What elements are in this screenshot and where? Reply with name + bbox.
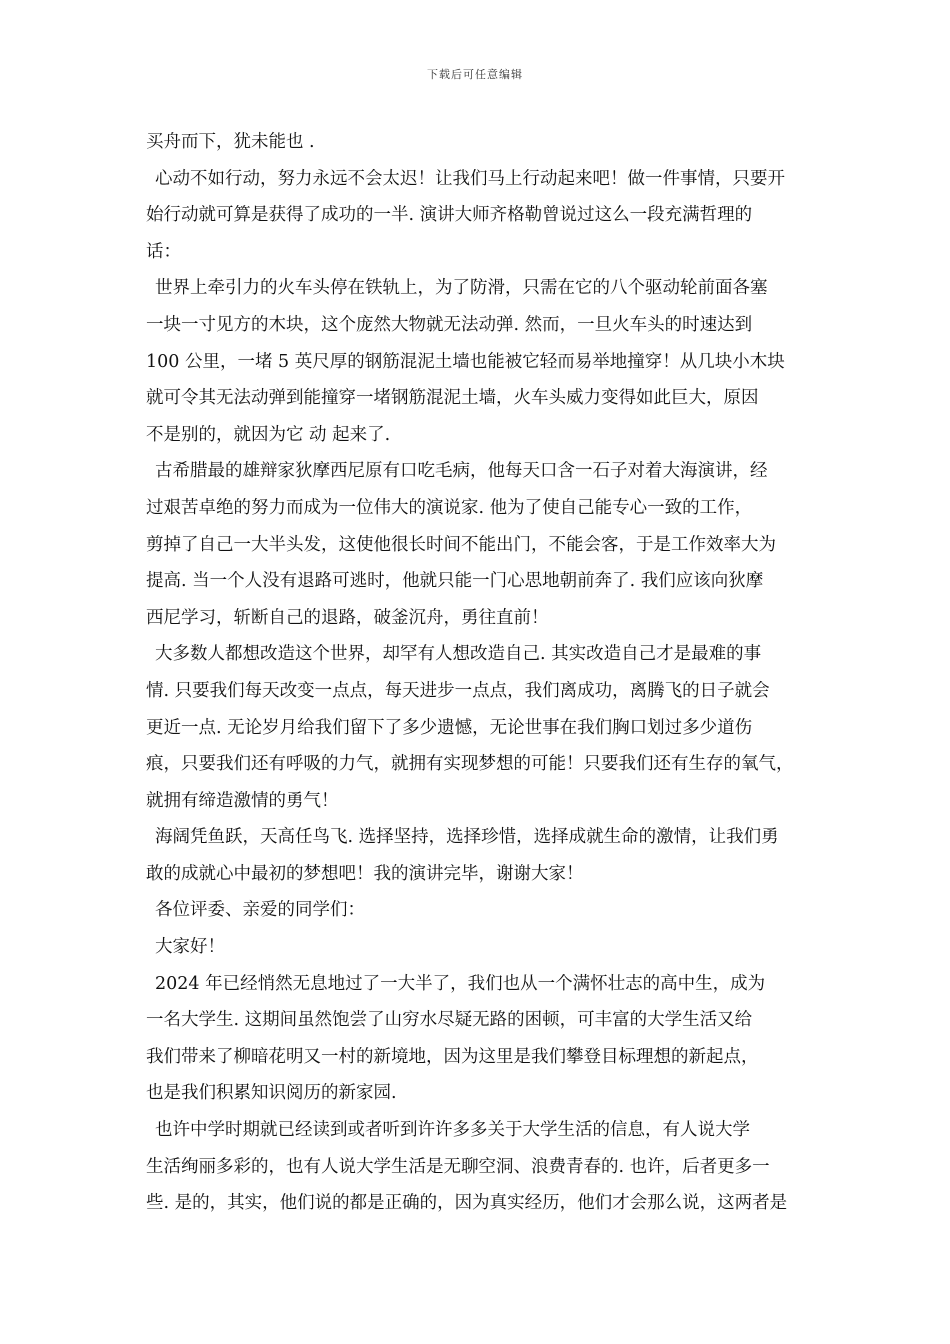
text-line: 剪掉了自己一大半头发，这使他很长时间不能出门，不能会客，于是工作效率大为 (146, 534, 776, 555)
text-line: 情. 只要我们每天改变一点点，每天进步一点点，我们离成功，离腾飞的日子就会 (146, 680, 770, 701)
text-line: 也许中学时期就已经读到或者听到许许多多关于大学生活的信息，有人说大学 (155, 1120, 750, 1141)
text-line: 一名大学生. 这期间虽然饱尝了山穷水尽疑无路的困顿，可丰富的大学生活又给 (146, 1010, 753, 1031)
document-body (146, 124, 812, 1222)
text-line: 买舟而下，犹未能也 . (146, 132, 315, 152)
text-line: 些. 是的，其实，他们说的都是正确的，因为真实经历，他们才会那么说，这两者是 (146, 1193, 788, 1214)
text-line: 不是别的，就因为它 动 起来了. (146, 424, 391, 445)
text-line: 我们带来了柳暗花明又一村的新境地，因为这里是我们攀登目标理想的新起点， (146, 1046, 759, 1067)
text-line: 过艰苦卓绝的努力而成为一位伟大的演说家. 他为了使自己能专心一致的工作， (146, 497, 753, 518)
text-line: 就拥有缔造激情的勇气！ (146, 790, 339, 811)
text-line: 敢的成就心中最初的梦想吧！我的演讲完毕，谢谢大家！ (146, 863, 584, 884)
text-line: 各位评委、亲爱的同学们： (155, 900, 365, 921)
text-line: 提高. 当一个人没有退路可逃时，他就只能一门心思地朝前奔了. 我们应该向狄摩 (146, 571, 764, 592)
text-line: 始行动就可算是获得了成功的一半. 演讲大师齐格勒曾说过这么一段充满哲理的 (146, 205, 753, 226)
text-line: 痕，只要我们还有呼吸的力气，就拥有实现梦想的可能！只要我们还有生存的氧气， (146, 754, 794, 775)
page-header: 下载后可任意编辑 (427, 68, 523, 81)
text-line: 就可令其无法动弹到能撞穿一堵钢筋混泥土墙，火车头威力变得如此巨大，原因 (146, 388, 759, 409)
text-line: 100 公里，一堵 5 英尺厚的钢筋混泥土墙也能被它轻而易举地撞穿！从几块小木块 (146, 351, 785, 372)
text-line: 西尼学习，斩断自己的退路，破釜沉舟，勇往直前！ (146, 607, 549, 628)
text-line: 一块一寸见方的木块，这个庞然大物就无法动弹. 然而，一旦火车头的时速达到 (146, 314, 753, 335)
text-line: 大多数人都想改造这个世界，却罕有人想改造自己. 其实改造自己才是最难的事 (155, 644, 762, 665)
text-line: 海阔凭鱼跃，天高任鸟飞. 选择坚持，选择珍惜，选择成就生命的激情，让我们勇 (155, 827, 779, 848)
text-line: 话： (146, 241, 181, 262)
text-line: 大家好！ (155, 937, 225, 958)
text-line: 古希腊最的雄辩家狄摩西尼原有口吃毛病，他每天口含一石子对着大海演讲，经 (155, 461, 768, 482)
text-line: 生活绚丽多彩的，也有人说大学生活是无聊空洞、浪费青春的. 也许，后者更多一 (146, 1156, 770, 1177)
text-line: 世界上牵引力的火车头停在铁轨上，为了防滑，只需在它的八个驱动轮前面各塞 (155, 278, 768, 299)
text-line: 心动不如行动，努力永远不会太迟！让我们马上行动起来吧！做一件事情，只要开 (155, 168, 785, 189)
text-line: 2024 年已经悄然无息地过了一大半了，我们也从一个满怀壮志的高中生，成为 (155, 973, 766, 994)
text-line: 也是我们积累知识阅历的新家园. (146, 1083, 397, 1104)
text-line: 更近一点. 无论岁月给我们留下了多少遗憾，无论世事在我们胸口划过多少道伤 (146, 717, 753, 738)
